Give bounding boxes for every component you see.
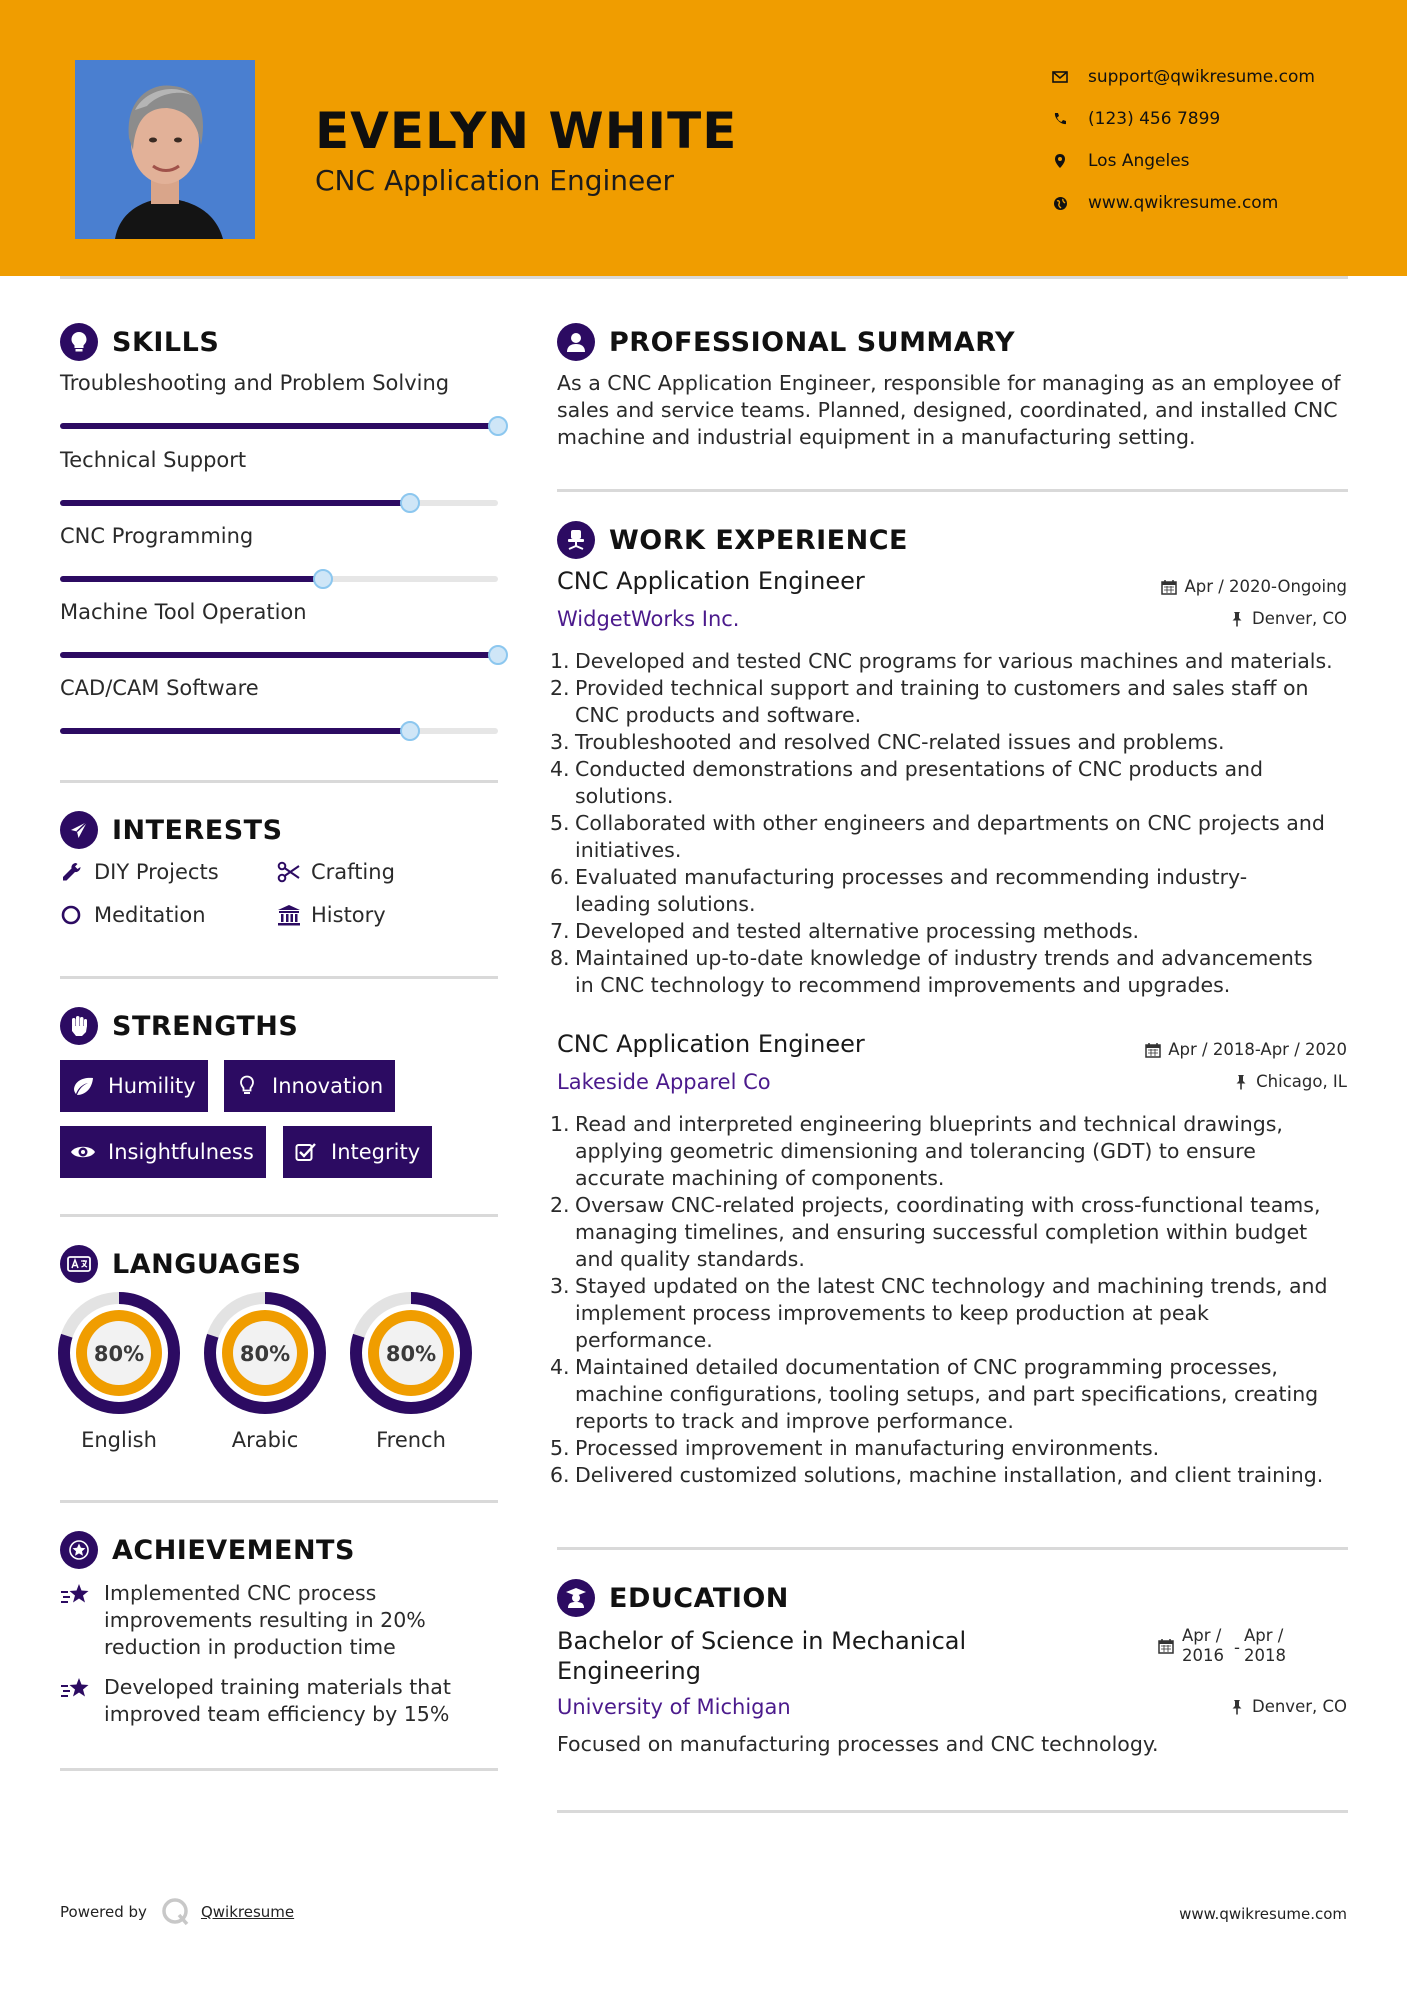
duty-text xyxy=(575,648,1333,675)
date-part: Apr / xyxy=(1244,1626,1284,1645)
summary-text: As a CNC Application Engineer, responsible for managing as an employee of sales and service teams. Planned, designed, coordinated, and installed CNC machine and industrial equipment in a manufacturing setting. xyxy=(557,371,1341,449)
duty-number: 1. xyxy=(550,1112,570,1136)
company-name: WidgetWorks Inc. xyxy=(557,607,740,631)
language-gauge xyxy=(58,1292,180,1414)
job-duty-item xyxy=(550,1462,1350,1489)
duty-line: Provided technical support and training to customers and sales staff on xyxy=(575,676,1309,700)
duty-number: 6. xyxy=(550,865,570,889)
skill-item xyxy=(60,524,498,548)
duty-text xyxy=(575,1192,1320,1273)
language-gauge xyxy=(350,1292,472,1414)
skill-bar xyxy=(60,576,498,582)
skill-name: Technical Support xyxy=(60,448,247,472)
duty-text xyxy=(575,1435,1159,1462)
skill-bar-knob xyxy=(400,493,420,513)
skills-heading xyxy=(60,323,219,361)
checkbox-icon xyxy=(293,1141,319,1163)
duty-line: leading solutions. xyxy=(575,892,756,916)
education-heading xyxy=(557,1579,789,1617)
interest-item xyxy=(277,903,386,927)
date-part: 2016 xyxy=(1182,1646,1224,1665)
contact-location xyxy=(1050,140,1315,182)
education-location xyxy=(1228,1697,1347,1716)
shooting-star-icon xyxy=(60,1580,94,1661)
duty-line: and quality standards. xyxy=(575,1247,805,1271)
section-divider xyxy=(60,1500,498,1503)
profile-photo xyxy=(75,60,255,239)
section-divider xyxy=(60,780,498,783)
skill-name: CAD/CAM Software xyxy=(60,676,259,700)
duty-line: Maintained detailed documentation of CNC programming processes, xyxy=(575,1355,1278,1379)
duty-line: accurate machining of components. xyxy=(575,1166,945,1190)
language-name: English xyxy=(81,1428,157,1452)
strengths-heading xyxy=(60,1007,298,1045)
job-title: CNC Application Engineer xyxy=(557,1030,865,1058)
duty-number: 4. xyxy=(550,1355,570,1379)
duty-line: Delivered customized solutions, machine installation, and client training. xyxy=(575,1463,1324,1487)
skill-bar xyxy=(60,500,498,506)
experience-heading xyxy=(557,521,908,559)
envelope-icon xyxy=(1050,67,1070,87)
contact-website-text: www.qwikresume.com xyxy=(1088,193,1279,213)
interests-title: INTERESTS xyxy=(112,814,283,846)
language-name: French xyxy=(376,1428,446,1452)
skill-bar xyxy=(60,423,498,429)
job-location xyxy=(1232,1072,1347,1091)
interest-label: Crafting xyxy=(311,860,395,884)
calendar-icon xyxy=(1160,578,1178,596)
duty-line: performance. xyxy=(575,1328,713,1352)
duty-line: Oversaw CNC-related projects, coordinating with cross-functional teams, xyxy=(575,1193,1321,1217)
candidate-name: EVELYN WHITE xyxy=(315,102,738,160)
duty-text xyxy=(575,756,1263,810)
contact-list xyxy=(1050,56,1315,224)
skill-bar-fill xyxy=(60,500,410,506)
strength-label: Innovation xyxy=(272,1074,384,1098)
duty-line: Developed and tested alternative processing methods. xyxy=(575,919,1140,943)
section-divider xyxy=(60,1214,498,1217)
header-divider xyxy=(60,276,1348,279)
duty-line: Evaluated manufacturing processes and recommending industry- xyxy=(575,865,1248,889)
job-duty-item xyxy=(550,648,1350,675)
duty-line: managing timelines, and ensuring successful completion within budget xyxy=(575,1220,1308,1244)
map-pin-icon xyxy=(1050,151,1070,171)
skill-bar xyxy=(60,652,498,658)
language-gauge xyxy=(204,1292,326,1414)
job-title: CNC Application Engineer xyxy=(557,567,865,595)
job-duty-item xyxy=(550,1435,1350,1462)
job-duty-item xyxy=(550,864,1350,918)
powered-by-text: Powered by xyxy=(60,1903,147,1921)
strength-label: Humility xyxy=(108,1074,196,1098)
job-dates xyxy=(1160,577,1347,596)
duty-text xyxy=(575,675,1309,729)
degree-line: Engineering xyxy=(557,1657,701,1685)
paper-plane-icon xyxy=(60,811,98,849)
skills-title: SKILLS xyxy=(112,326,220,358)
skill-bar-knob xyxy=(313,569,333,589)
qwikresume-logo-icon xyxy=(161,1897,191,1927)
duty-line: Maintained up-to-date knowledge of industry trends and advancements xyxy=(575,946,1313,970)
education-dates xyxy=(1158,1626,1286,1666)
contact-phone[interactable] xyxy=(1050,98,1315,140)
skill-item xyxy=(60,448,498,472)
contact-website[interactable] xyxy=(1050,182,1315,224)
duty-number: 8. xyxy=(550,946,570,970)
duty-number: 1. xyxy=(550,649,570,673)
skill-bar-fill xyxy=(60,423,498,429)
education-end-date xyxy=(1244,1626,1286,1666)
eye-icon xyxy=(70,1141,96,1163)
leaf-icon xyxy=(70,1075,96,1097)
duty-number: 4. xyxy=(550,757,570,781)
skill-name: Troubleshooting and Problem Solving xyxy=(60,371,450,395)
job-duty-item xyxy=(550,1111,1350,1192)
section-divider xyxy=(60,1768,498,1771)
duty-text xyxy=(575,1111,1283,1192)
footer-powered-by xyxy=(60,1897,294,1927)
duty-line: applying geometric dimensioning and tolerancing (GDT) to ensure xyxy=(575,1139,1256,1163)
skill-item xyxy=(60,600,498,624)
interest-item xyxy=(277,860,395,884)
strength-badge xyxy=(60,1060,208,1112)
lightbulb-icon xyxy=(60,323,98,361)
interest-label: Meditation xyxy=(94,903,206,927)
interest-item xyxy=(60,903,206,927)
fist-icon xyxy=(60,1007,98,1045)
graduate-icon xyxy=(557,1579,595,1617)
skill-bar-knob xyxy=(400,721,420,741)
office-chair-icon xyxy=(557,521,595,559)
job-location xyxy=(1228,609,1347,628)
section-divider xyxy=(557,489,1348,492)
duty-line: CNC products and software. xyxy=(575,703,862,727)
duty-text xyxy=(575,810,1325,864)
section-divider xyxy=(557,1810,1348,1813)
skill-bar-fill xyxy=(60,728,410,734)
school-name: University of Michigan xyxy=(557,1695,791,1719)
duty-line: Developed and tested CNC programs for various machines and materials. xyxy=(575,649,1333,673)
job-dates-text: Apr / 2018-Apr / 2020 xyxy=(1168,1040,1347,1059)
lightbulb-icon xyxy=(234,1075,260,1097)
job-dates xyxy=(1144,1040,1347,1059)
degree-title xyxy=(557,1626,966,1686)
skill-bar-fill xyxy=(60,576,323,582)
circle-icon xyxy=(60,903,84,927)
duty-line: Read and interpreted engineering blueprints and technical drawings, xyxy=(575,1112,1283,1136)
duty-number: 3. xyxy=(550,730,570,754)
strengths-title: STRENGTHS xyxy=(112,1010,299,1042)
achievement-item xyxy=(60,1580,498,1661)
duty-text xyxy=(575,1354,1318,1435)
contact-email-text: support@qwikresume.com xyxy=(1088,67,1315,87)
language-name: Arabic xyxy=(231,1428,299,1452)
job-duty-item xyxy=(550,945,1350,999)
job-duty-item xyxy=(550,810,1350,864)
duty-line: Conducted demonstrations and presentations of CNC products and xyxy=(575,757,1264,781)
strength-badge xyxy=(224,1060,395,1112)
job-duty-item xyxy=(550,1192,1350,1273)
job-duty-item xyxy=(550,675,1350,729)
experience-title: WORK EXPERIENCE xyxy=(609,524,908,556)
education-description: Focused on manufacturing processes and CNC technology. xyxy=(557,1732,1159,1756)
duty-line: Troubleshooted and resolved CNC-related issues and problems. xyxy=(575,730,1225,754)
duty-number: 5. xyxy=(550,811,570,835)
job-duty-item xyxy=(550,1354,1350,1435)
calendar-icon xyxy=(1144,1041,1162,1059)
contact-phone-text: (123) 456 7899 xyxy=(1088,109,1221,129)
summary-heading xyxy=(557,323,1015,361)
duty-line: in CNC technology to recommend improvements and upgrades. xyxy=(575,973,1231,997)
job-duties-list xyxy=(550,648,1350,999)
brand-link[interactable]: Qwikresume xyxy=(200,1903,295,1921)
section-divider xyxy=(60,976,498,979)
portrait-image xyxy=(75,60,255,239)
job-location-text: Chicago, IL xyxy=(1256,1072,1347,1091)
language-icon xyxy=(60,1245,98,1283)
job-duty-item xyxy=(550,756,1350,810)
duty-text xyxy=(575,864,1247,918)
job-duty-item xyxy=(550,1273,1350,1354)
gauge-percent: 80% xyxy=(239,1342,291,1366)
education-start-date xyxy=(1182,1626,1234,1666)
shooting-star-icon xyxy=(60,1674,94,1728)
candidate-title: CNC Application Engineer xyxy=(315,164,674,197)
skill-bar xyxy=(60,728,498,734)
skill-item xyxy=(60,676,498,700)
duty-text xyxy=(575,945,1313,999)
language-item xyxy=(350,1292,472,1452)
gauge-percent: 80% xyxy=(385,1342,437,1366)
duty-line: implement process improvements to keep production at peak xyxy=(575,1301,1209,1325)
skill-item xyxy=(60,371,498,395)
job-duties-list xyxy=(550,1111,1350,1489)
summary-title: PROFESSIONAL SUMMARY xyxy=(609,326,1016,358)
duty-text xyxy=(575,918,1139,945)
job-duty-item xyxy=(550,729,1350,756)
strength-label: Integrity xyxy=(331,1140,421,1164)
skill-bar-fill xyxy=(60,652,498,658)
achievement-text: Developed training materials that improved team efficiency by 15% xyxy=(104,1675,451,1726)
user-icon xyxy=(557,323,595,361)
achievement-text: Implemented CNC process improvements resulting in 20% reduction in production time xyxy=(104,1581,426,1659)
education-location-text: Denver, CO xyxy=(1251,1697,1347,1716)
footer-url[interactable]: www.qwikresume.com xyxy=(1179,1905,1347,1923)
pushpin-icon xyxy=(1228,1698,1246,1716)
contact-location-text: Los Angeles xyxy=(1088,151,1190,171)
language-item xyxy=(58,1292,180,1452)
strength-badge xyxy=(60,1126,266,1178)
pushpin-icon xyxy=(1228,610,1246,628)
job-location-text: Denver, CO xyxy=(1251,609,1347,628)
interest-item xyxy=(60,860,219,884)
degree-line: Bachelor of Science in Mechanical xyxy=(557,1627,967,1655)
duty-line: solutions. xyxy=(575,784,674,808)
date-part: Apr / xyxy=(1182,1626,1222,1645)
languages-heading xyxy=(60,1245,301,1283)
scissors-icon xyxy=(277,860,301,884)
strength-badge xyxy=(283,1126,432,1178)
date-separator: - xyxy=(1234,1638,1240,1657)
skill-name: CNC Programming xyxy=(60,524,254,548)
duty-number: 7. xyxy=(550,919,570,943)
duty-text xyxy=(575,1462,1323,1489)
pushpin-icon xyxy=(1232,1073,1250,1091)
interest-label: DIY Projects xyxy=(94,860,219,884)
header-banner xyxy=(0,0,1407,276)
skill-name: Machine Tool Operation xyxy=(60,600,307,624)
calendar-icon xyxy=(1158,1626,1176,1666)
duty-number: 6. xyxy=(550,1463,570,1487)
achievements-heading xyxy=(60,1531,355,1569)
job-dates-text: Apr / 2020-Ongoing xyxy=(1184,577,1347,596)
skill-bar-knob xyxy=(488,416,508,436)
education-title: EDUCATION xyxy=(609,1582,789,1614)
skill-bar-knob xyxy=(488,645,508,665)
duty-line: Collaborated with other engineers and departments on CNC projects and xyxy=(575,811,1325,835)
duty-number: 5. xyxy=(550,1436,570,1460)
duty-number: 3. xyxy=(550,1274,570,1298)
language-item xyxy=(204,1292,326,1452)
museum-icon xyxy=(277,903,301,927)
contact-email[interactable] xyxy=(1050,56,1315,98)
duty-text xyxy=(575,1273,1328,1354)
interests-heading xyxy=(60,811,283,849)
duty-text xyxy=(575,729,1225,756)
achievements-title: ACHIEVEMENTS xyxy=(112,1534,355,1566)
date-part: 2018 xyxy=(1244,1646,1286,1665)
duty-line: initiatives. xyxy=(575,838,682,862)
star-badge-icon xyxy=(60,1531,98,1569)
duty-line: Stayed updated on the latest CNC technology and machining trends, and xyxy=(575,1274,1328,1298)
company-name: Lakeside Apparel Co xyxy=(557,1070,771,1094)
strength-label: Insightfulness xyxy=(108,1140,254,1164)
achievement-item xyxy=(60,1674,498,1728)
duty-number: 2. xyxy=(550,1193,570,1217)
wrench-icon xyxy=(60,860,84,884)
duty-line: machine configurations, tooling setups, and part specifications, creating xyxy=(575,1382,1319,1406)
section-divider xyxy=(557,1547,1348,1550)
interest-label: History xyxy=(311,903,386,927)
globe-icon xyxy=(1050,193,1070,213)
phone-icon xyxy=(1050,109,1070,129)
duty-line: reports to track and improve performance. xyxy=(575,1409,1014,1433)
duty-line: Processed improvement in manufacturing environments. xyxy=(575,1436,1160,1460)
job-duty-item xyxy=(550,918,1350,945)
gauge-percent: 80% xyxy=(93,1342,145,1366)
languages-title: LANGUAGES xyxy=(112,1248,302,1280)
duty-number: 2. xyxy=(550,676,570,700)
